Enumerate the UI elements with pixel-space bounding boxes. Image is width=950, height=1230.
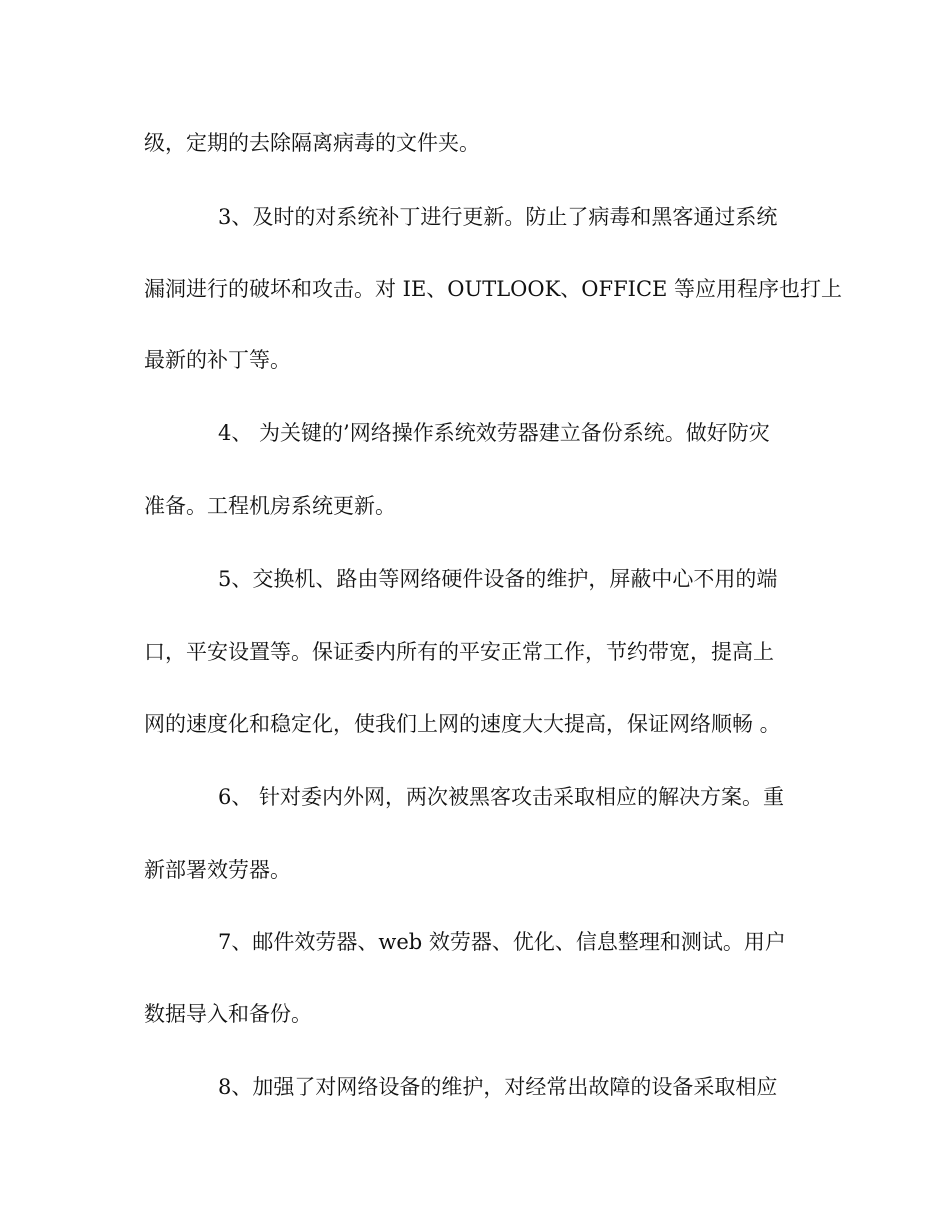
text-line-14: 8、加强了对网络设备的维护，对经常出故障的设备采取相应: [218, 1075, 778, 1099]
text-line-10: 6、 针对委内外网，两次被黑客攻击采取相应的解决方案。重: [218, 785, 785, 809]
text-line-11: 新部署效劳器。: [144, 858, 291, 882]
text-line-4: 最新的补丁等。: [144, 348, 291, 372]
text-line-2: 3、及时的对系统补丁进行更新。防止了病毒和黑客通过系统: [218, 205, 778, 229]
text-line-6: 准备。工程机房系统更新。: [144, 494, 396, 518]
text-line-9: 网的速度化和稳定化，使我们上网的速度大大提高，保证网络顺畅 。: [144, 712, 781, 736]
text-line-13: 数据导入和备份。: [144, 1002, 312, 1026]
text-line-5: 4、 为关键的’网络操作系统效劳器建立备份系统。做好防灾: [218, 421, 770, 445]
text-line-3: 漏洞进行的破坏和攻击。对 IE、OUTLOOK、OFFICE 等应用程序也打上: [144, 277, 843, 301]
text-line-8: 口，平安设置等。保证委内所有的平安正常工作，节约带宽，提高上: [144, 640, 774, 664]
text-line-1: 级，定期的去除隔离病毒的文件夹。: [144, 131, 480, 155]
text-line-7: 5、交换机、路由等网络硬件设备的维护，屏蔽中心不用的端: [218, 567, 778, 591]
text-line-12: 7、邮件效劳器、web 效劳器、优化、信息整理和测试。用户: [218, 930, 786, 954]
